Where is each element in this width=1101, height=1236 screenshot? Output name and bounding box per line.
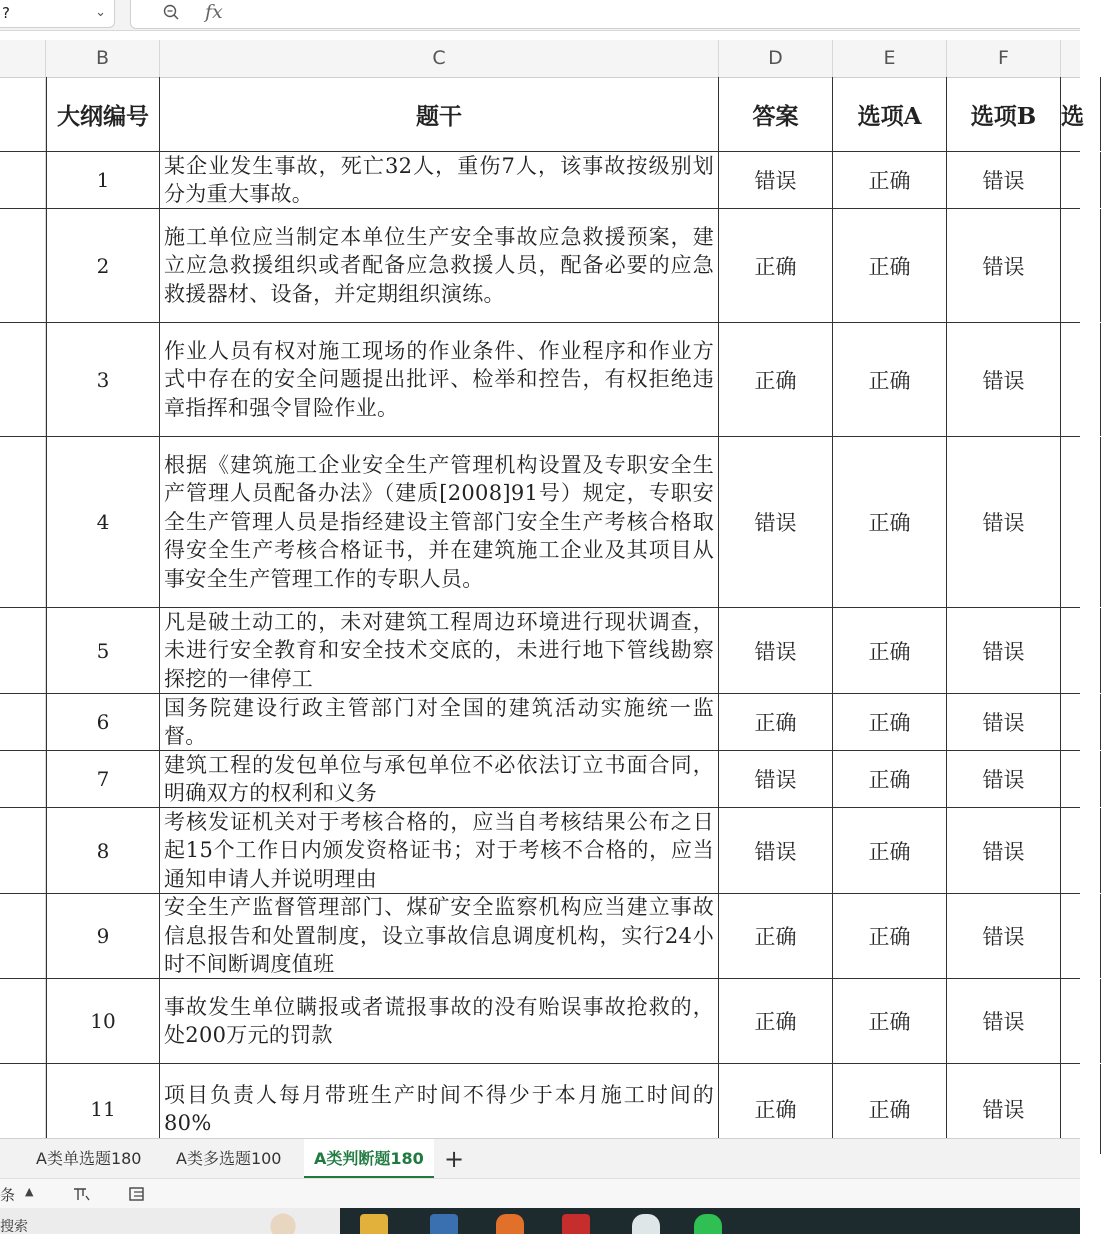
column-headers: [0, 40, 1080, 78]
cell-next[interactable]: [1061, 152, 1101, 208]
stem-text: 考核发证机关对于考核合格的，应当自考核结果公布之日起15个工作日内颁发资格证书；对于考核不合格的，应当通知申请人并说明理由: [164, 809, 714, 891]
cell-outline-no[interactable]: [46, 209, 160, 322]
option-b-text: 错误: [982, 711, 1025, 735]
cell-stem[interactable]: [160, 209, 719, 322]
column-header-c[interactable]: C: [160, 40, 719, 77]
column-header-prev[interactable]: [0, 40, 46, 77]
cell-outline-no[interactable]: [46, 694, 160, 750]
cell-stem[interactable]: [160, 608, 719, 693]
option-a-text: 正确: [868, 511, 911, 535]
header-cell-next[interactable]: [1061, 77, 1101, 151]
table-row: [0, 751, 1080, 808]
add-sheet-button[interactable]: +: [444, 1145, 465, 1173]
option-b-text: 错误: [982, 511, 1025, 535]
row-gutter: [0, 437, 46, 607]
cell-answer[interactable]: [719, 979, 833, 1063]
outline-no: 2: [96, 253, 110, 278]
cell-option-a[interactable]: [833, 608, 947, 693]
option-b-text: 错误: [982, 639, 1025, 664]
option-a-text: 正确: [868, 711, 911, 735]
tab-multi-choice[interactable]: A类多选题100: [176, 1149, 282, 1168]
cell-stem[interactable]: [160, 152, 719, 208]
header-label: 选: [1061, 102, 1084, 130]
option-a-text: 正确: [868, 1098, 911, 1122]
layout-icon[interactable]: [128, 1186, 146, 1202]
wps-icon[interactable]: [562, 1214, 590, 1234]
table-row: [0, 437, 1080, 608]
cell-option-a[interactable]: [833, 437, 947, 607]
cell-stem[interactable]: [160, 694, 719, 750]
header-cell-stem[interactable]: [160, 77, 719, 151]
calculator-icon[interactable]: [430, 1214, 458, 1234]
spreadsheet-grid: [0, 77, 1084, 1138]
cell-outline-no[interactable]: [46, 323, 160, 436]
row-gutter: [0, 152, 46, 208]
row-gutter: [0, 77, 46, 151]
cell-option-a[interactable]: [833, 694, 947, 750]
option-a-text: 正确: [868, 169, 911, 193]
folder-icon[interactable]: [360, 1214, 388, 1234]
answer-text: 正确: [754, 1098, 797, 1122]
search-text: 搜索: [0, 1219, 28, 1235]
cell-next[interactable]: [1061, 323, 1101, 436]
cell-next[interactable]: [1061, 751, 1101, 807]
avatar: [262, 1208, 304, 1234]
cell-outline-no[interactable]: [46, 751, 160, 807]
option-b-text: 错误: [982, 1010, 1025, 1034]
row-gutter: [0, 894, 46, 978]
answer-text: 正确: [754, 711, 797, 735]
cell-stem[interactable]: [160, 894, 719, 978]
cell-outline-no[interactable]: [46, 437, 160, 607]
answer-text: 错误: [754, 768, 797, 792]
header-cell-option-b[interactable]: [947, 77, 1061, 151]
cell-option-b[interactable]: [947, 209, 1061, 322]
table-row: [0, 152, 1080, 209]
cell-next[interactable]: [1061, 437, 1101, 607]
row-gutter: [0, 608, 46, 693]
outline-no: 6: [96, 710, 110, 734]
answer-text: 正确: [754, 254, 797, 279]
answer-text: 错误: [754, 639, 797, 664]
row-gutter: [0, 751, 46, 807]
header-label: 大纲编号: [57, 102, 149, 130]
cell-option-b[interactable]: [947, 152, 1061, 208]
row-gutter: [0, 209, 46, 322]
option-b-text: 错误: [982, 925, 1025, 949]
outline-no: 1: [96, 168, 110, 192]
table-row: [0, 694, 1080, 751]
table-row: [0, 894, 1080, 979]
outline-no: 3: [96, 367, 110, 392]
zoom-icon[interactable]: [163, 4, 179, 20]
cell-outline-no[interactable]: [46, 608, 160, 693]
formula-bar: [0, 0, 1080, 31]
outline-no: 11: [90, 1097, 116, 1121]
cell-next[interactable]: [1061, 209, 1101, 322]
option-a-text: 正确: [868, 768, 911, 792]
cell-option-a[interactable]: [833, 808, 947, 893]
header-label: 答案: [752, 102, 799, 130]
cell-answer[interactable]: [719, 608, 833, 693]
tab-true-false[interactable]: A类判断题180: [304, 1139, 434, 1179]
cell-next[interactable]: [1061, 608, 1101, 693]
option-a-text: 正确: [868, 368, 911, 393]
stem-text: 事故发生单位瞒报或者谎报事故的没有贻误事故抢救的，处200万元的罚款: [164, 994, 714, 1047]
outline-no: 7: [96, 767, 110, 791]
answer-text: 正确: [754, 925, 797, 949]
cell-outline-no[interactable]: [46, 152, 160, 208]
column-header-f[interactable]: F: [947, 40, 1061, 77]
option-a-text: 正确: [868, 1010, 911, 1034]
status-text: 条: [0, 1186, 16, 1204]
option-a-text: 正确: [868, 639, 911, 664]
column-header-b[interactable]: B: [46, 40, 160, 77]
column-header-next[interactable]: [1061, 40, 1080, 77]
cell-option-b[interactable]: [947, 323, 1061, 436]
cell-option-b[interactable]: [947, 694, 1061, 750]
cell-stem[interactable]: [160, 437, 719, 607]
app-icon[interactable]: [632, 1214, 660, 1234]
option-b-text: 错误: [982, 768, 1025, 792]
outline-no: 5: [96, 638, 110, 663]
option-a-text: 正确: [868, 254, 911, 279]
option-b-text: 错误: [982, 368, 1025, 393]
cell-answer[interactable]: [719, 152, 833, 208]
cell-stem[interactable]: [160, 751, 719, 807]
cell-stem[interactable]: [160, 323, 719, 436]
cell-option-b[interactable]: [947, 751, 1061, 807]
name-box[interactable]: [0, 0, 115, 28]
outline-no: 8: [96, 838, 110, 863]
cell-option-b[interactable]: [947, 608, 1061, 693]
table-row: [0, 608, 1080, 694]
cell-answer[interactable]: [719, 694, 833, 750]
header-label: 选项A: [857, 102, 922, 130]
cell-answer[interactable]: [719, 894, 833, 978]
cell-option-a[interactable]: [833, 894, 947, 978]
cell-outline-no[interactable]: [46, 894, 160, 978]
taskbar-search[interactable]: [0, 1208, 340, 1234]
cell-next[interactable]: [1061, 808, 1101, 893]
cell-option-a[interactable]: [833, 751, 947, 807]
cell-answer[interactable]: [719, 808, 833, 893]
stem-text: 国务院建设行政主管部门对全国的建筑活动实施统一监督。: [164, 695, 714, 748]
option-a-text: 正确: [868, 925, 911, 949]
row-gutter: [0, 694, 46, 750]
tab-single-choice[interactable]: A类单选题180: [36, 1149, 142, 1168]
answer-text: 错误: [754, 169, 797, 193]
fx-icon[interactable]: fx: [205, 1, 223, 23]
cell-outline-no[interactable]: [46, 808, 160, 893]
option-b-text: 错误: [982, 1098, 1025, 1122]
stem-text: 根据《建筑施工企业安全生产管理机构设置及专职安全生产管理人员配备办法》（建质[2008]91号）规定，专职安全生产管理人员是指经建设主管部门安全生产考核合格取得安全生产考核合格证书，并在建筑施工企业及其项目从事安全生产管理工作的专职人员。: [164, 452, 714, 591]
chevron-down-icon[interactable]: ⌄: [95, 5, 106, 20]
status-bar: [0, 1178, 1080, 1209]
header-label: 题干: [416, 102, 462, 130]
column-header-d[interactable]: D: [719, 40, 833, 77]
stem-text: 施工单位应当制定本单位生产安全事故应急救援预案，建立应急救援组织或者配备应急救援人员，配备必要的应急救援器材、设备，并定期组织演练。: [164, 224, 714, 306]
cell-answer[interactable]: [719, 209, 833, 322]
table-row: [0, 209, 1080, 323]
cell-option-a[interactable]: [833, 979, 947, 1063]
row-gutter: [0, 323, 46, 436]
row-gutter: [0, 979, 46, 1063]
cell-option-b[interactable]: [947, 979, 1061, 1063]
stem-text: 项目负责人每月带班生产时间不得少于本月施工时间的80%: [164, 1082, 714, 1135]
sheet-tabs-bar: [0, 1138, 1080, 1179]
header-cell-option-a[interactable]: [833, 77, 947, 151]
cell-option-b[interactable]: [947, 437, 1061, 607]
header-cell-outline-no[interactable]: [46, 77, 160, 151]
table-row: [0, 979, 1080, 1064]
header-row: [0, 77, 1084, 152]
cell-stem[interactable]: [160, 808, 719, 893]
wechat-icon[interactable]: [694, 1214, 722, 1234]
row-gutter: [0, 808, 46, 893]
stem-text: 某企业发生事故，死亡32人，重伤7人，该事故按级别划分为重大事故。: [164, 153, 714, 206]
formula-input[interactable]: [130, 0, 1080, 29]
stem-text: 凡是破土动工的，未对建筑工程周边环境进行现状调查，未进行安全教育和安全技术交底的，未进行地下管线勘察探挖的一律停工: [164, 609, 714, 691]
cell-answer[interactable]: [719, 437, 833, 607]
answer-text: 错误: [754, 839, 797, 864]
answer-text: 错误: [754, 511, 797, 535]
cell-stem[interactable]: [160, 979, 719, 1063]
cell-next[interactable]: [1061, 979, 1101, 1063]
table-row: [0, 808, 1080, 894]
outline-no: 9: [96, 924, 110, 948]
cell-option-a[interactable]: [833, 152, 947, 208]
column-header-e[interactable]: E: [833, 40, 947, 77]
cell-option-a[interactable]: [833, 323, 947, 436]
header-label: 选项B: [970, 102, 1037, 130]
cell-next[interactable]: [1061, 894, 1101, 978]
sheet-protect-icon[interactable]: [72, 1186, 90, 1202]
answer-text: 正确: [754, 1010, 797, 1034]
stem-text: 安全生产监督管理部门、煤矿安全监察机构应当建立事故信息报告和处置制度，设立事故信息调度机构，实行24小时不间断调度值班: [164, 895, 714, 977]
cell-option-a[interactable]: [833, 209, 947, 322]
cell-option-b[interactable]: [947, 894, 1061, 978]
option-b-text: 错误: [982, 254, 1025, 279]
browser-icon[interactable]: [496, 1214, 524, 1234]
option-b-text: 错误: [982, 169, 1025, 193]
cell-answer[interactable]: [719, 323, 833, 436]
cell-outline-no[interactable]: [46, 979, 160, 1063]
table-row: [0, 323, 1080, 437]
outline-no: 4: [96, 510, 110, 534]
cell-reference: ?: [2, 4, 10, 22]
stem-text: 作业人员有权对施工现场的作业条件、作业程序和作业方式中存在的安全问题提出批评、检举和控告，有权拒绝违章指挥和强令冒险作业。: [164, 338, 714, 420]
cell-option-b[interactable]: [947, 808, 1061, 893]
option-b-text: 错误: [982, 839, 1025, 864]
option-a-text: 正确: [868, 839, 911, 864]
cell-next[interactable]: [1061, 694, 1101, 750]
answer-text: 正确: [754, 368, 797, 393]
taskbar: [0, 1208, 1080, 1234]
caret-up-icon[interactable]: ▲: [25, 1185, 34, 1198]
cell-answer[interactable]: [719, 751, 833, 807]
stem-text: 建筑工程的发包单位与承包单位不必依法订立书面合同，明确双方的权利和义务: [164, 752, 714, 805]
outline-no: 10: [90, 1009, 116, 1033]
header-cell-answer[interactable]: [719, 77, 833, 151]
